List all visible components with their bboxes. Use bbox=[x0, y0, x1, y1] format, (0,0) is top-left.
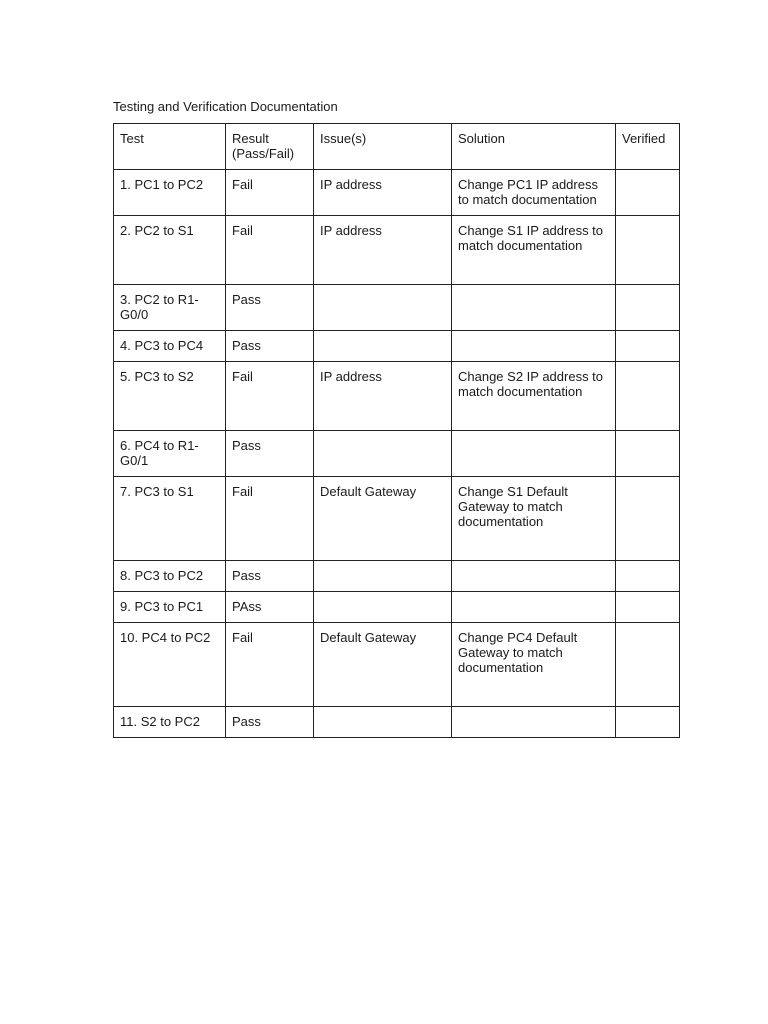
cell-test: 7. PC3 to S1 bbox=[114, 477, 226, 561]
cell-issues: Default Gateway bbox=[314, 623, 452, 707]
cell-test: 5. PC3 to S2 bbox=[114, 362, 226, 431]
cell-test: 8. PC3 to PC2 bbox=[114, 561, 226, 592]
cell-result: Pass bbox=[226, 285, 314, 331]
cell-result: Pass bbox=[226, 331, 314, 362]
header-issues: Issue(s) bbox=[314, 124, 452, 170]
cell-issues bbox=[314, 707, 452, 738]
cell-verified bbox=[616, 623, 680, 707]
table-row bbox=[114, 561, 680, 592]
verification-table bbox=[113, 123, 680, 738]
cell-result: Fail bbox=[226, 623, 314, 707]
cell-result: PAss bbox=[226, 592, 314, 623]
cell-verified bbox=[616, 431, 680, 477]
cell-result: Fail bbox=[226, 216, 314, 285]
cell-test: 6. PC4 to R1-G0/1 bbox=[114, 431, 226, 477]
cell-solution bbox=[452, 561, 616, 592]
table-header-row bbox=[114, 124, 680, 170]
cell-result: Fail bbox=[226, 170, 314, 216]
table-row bbox=[114, 477, 680, 561]
cell-issues: IP address bbox=[314, 170, 452, 216]
cell-result: Pass bbox=[226, 561, 314, 592]
cell-test: 1. PC1 to PC2 bbox=[114, 170, 226, 216]
cell-verified bbox=[616, 170, 680, 216]
cell-test: 3. PC2 to R1-G0/0 bbox=[114, 285, 226, 331]
cell-solution: Change PC1 IP address to match documentation bbox=[452, 170, 616, 216]
cell-solution bbox=[452, 431, 616, 477]
cell-result: Pass bbox=[226, 707, 314, 738]
cell-solution bbox=[452, 285, 616, 331]
cell-test: 10. PC4 to PC2 bbox=[114, 623, 226, 707]
cell-solution: Change S1 Default Gateway to match documentation bbox=[452, 477, 616, 561]
cell-test: 2. PC2 to S1 bbox=[114, 216, 226, 285]
table-row bbox=[114, 362, 680, 431]
table-row bbox=[114, 331, 680, 362]
cell-solution: Change PC4 Default Gateway to match documentation bbox=[452, 623, 616, 707]
cell-verified bbox=[616, 561, 680, 592]
table-row bbox=[114, 285, 680, 331]
table-row bbox=[114, 707, 680, 738]
cell-issues bbox=[314, 285, 452, 331]
cell-result: Fail bbox=[226, 362, 314, 431]
table-row bbox=[114, 170, 680, 216]
cell-issues bbox=[314, 561, 452, 592]
cell-verified bbox=[616, 285, 680, 331]
cell-result: Pass bbox=[226, 431, 314, 477]
cell-solution: Change S1 IP address to match documentation bbox=[452, 216, 616, 285]
cell-test: 9. PC3 to PC1 bbox=[114, 592, 226, 623]
cell-verified bbox=[616, 592, 680, 623]
cell-issues: Default Gateway bbox=[314, 477, 452, 561]
cell-verified bbox=[616, 707, 680, 738]
table-row bbox=[114, 216, 680, 285]
cell-issues bbox=[314, 331, 452, 362]
cell-test: 4. PC3 to PC4 bbox=[114, 331, 226, 362]
header-verified: Verified bbox=[616, 124, 680, 170]
cell-solution bbox=[452, 592, 616, 623]
header-result: Result (Pass/Fail) bbox=[226, 124, 314, 170]
cell-issues: IP address bbox=[314, 362, 452, 431]
cell-test: 11. S2 to PC2 bbox=[114, 707, 226, 738]
cell-issues bbox=[314, 592, 452, 623]
cell-verified bbox=[616, 477, 680, 561]
header-solution: Solution bbox=[452, 124, 616, 170]
cell-issues: IP address bbox=[314, 216, 452, 285]
cell-solution bbox=[452, 707, 616, 738]
cell-solution: Change S2 IP address to match documentation bbox=[452, 362, 616, 431]
cell-result: Fail bbox=[226, 477, 314, 561]
document-title: Testing and Verification Documentation bbox=[113, 99, 338, 114]
cell-verified bbox=[616, 331, 680, 362]
cell-solution bbox=[452, 331, 616, 362]
cell-verified bbox=[616, 362, 680, 431]
cell-issues bbox=[314, 431, 452, 477]
cell-verified bbox=[616, 216, 680, 285]
header-test: Test bbox=[114, 124, 226, 170]
table-row bbox=[114, 592, 680, 623]
table-row bbox=[114, 623, 680, 707]
table-row bbox=[114, 431, 680, 477]
